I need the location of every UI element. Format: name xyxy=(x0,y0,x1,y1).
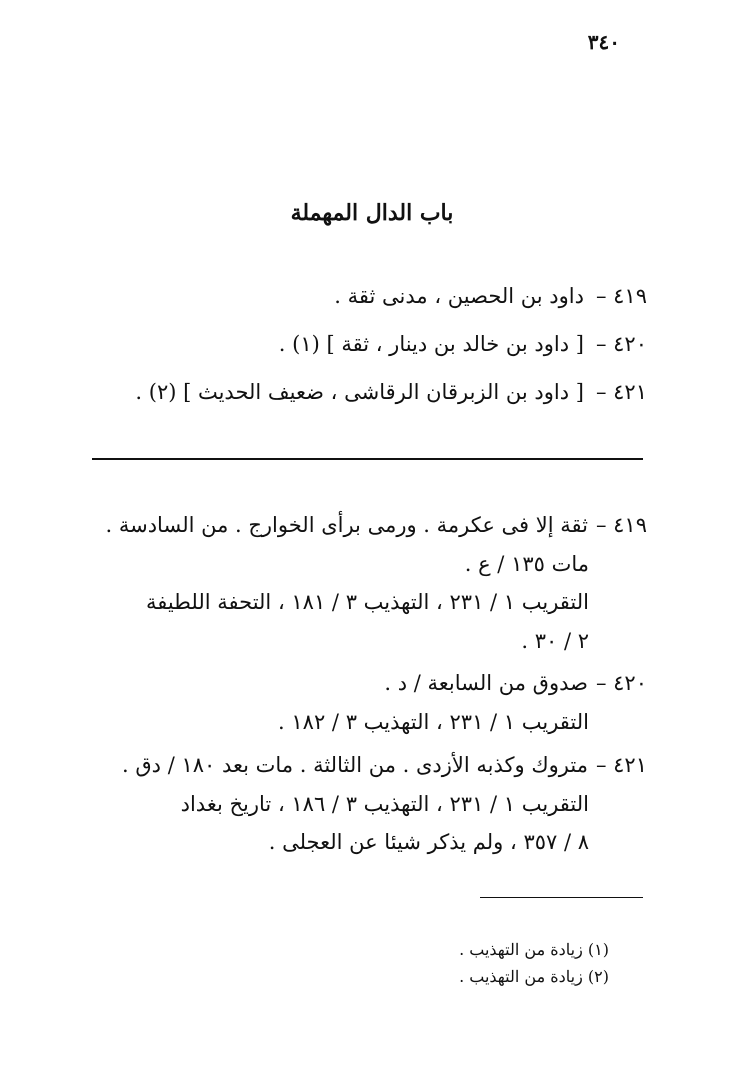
note-line: التقريب ١ / ٢٣١ ، التهذيب ٣ / ١٨١ ، التحفة اللطيفة xyxy=(145,590,589,614)
entry-text: [ داود بن الزبرقان الرقاشى ، ضعيف الحديث ] (٢) . xyxy=(135,380,584,404)
footnote-mark: (٢) xyxy=(587,967,609,986)
page-number: ٣٤٠ xyxy=(587,30,620,54)
entry-text: داود بن الحصين ، مدنى ثقة . xyxy=(334,284,584,308)
footnote-text: زيادة من التهذيب . xyxy=(459,940,583,959)
note-line: التقريب ١ / ٢٣١ ، التهذيب ٣ / ١٨٢ . xyxy=(278,709,589,734)
note-line: مات ١٣٥ / ع . xyxy=(464,551,589,576)
entry-419 xyxy=(87,284,647,308)
entry-number: ٤٢١ – xyxy=(595,380,647,404)
note-line: متروك وكذبه الأزدى . من الثالثة . مات بعد ١٨٠ / دق . xyxy=(122,753,588,777)
note-420 xyxy=(87,664,647,741)
entry-421 xyxy=(87,380,647,404)
entry-420 xyxy=(87,332,647,356)
note-number: ٤١٩ – xyxy=(595,513,647,537)
note-421 xyxy=(87,746,647,862)
entry-text: [ داود بن خالد بن دينار ، ثقة ] (١) . xyxy=(278,332,584,356)
entry-number: ٤٢٠ – xyxy=(595,332,647,356)
note-line: صدوق من السابعة / د . xyxy=(384,671,588,695)
note-line: ٨ / ٣٥٧ ، ولم يذكر شيئا عن العجلى . xyxy=(268,830,589,854)
note-number: ٤٢٠ – xyxy=(595,671,647,695)
note-number: ٤٢١ – xyxy=(595,753,647,777)
footnote-2 xyxy=(459,967,609,986)
footnote-mark: (١) xyxy=(587,940,609,959)
section-divider xyxy=(92,458,643,460)
footnote-1 xyxy=(459,940,609,959)
note-line: التقريب ١ / ٢٣١ ، التهذيب ٣ / ١٨٦ ، تاريخ بغداد xyxy=(180,791,589,816)
footnote-divider xyxy=(480,897,643,898)
note-line: ثقة إلا فى عكرمة . ورمى برأى الخوارج . من السادسة . xyxy=(105,513,588,537)
chapter-title: باب الدال المهملة xyxy=(290,200,454,226)
entry-number: ٤١٩ – xyxy=(595,284,647,308)
note-line: ٢ / ٣٠ . xyxy=(521,628,589,653)
note-419 xyxy=(87,506,647,660)
footnote-text: زيادة من التهذيب . xyxy=(459,967,583,986)
